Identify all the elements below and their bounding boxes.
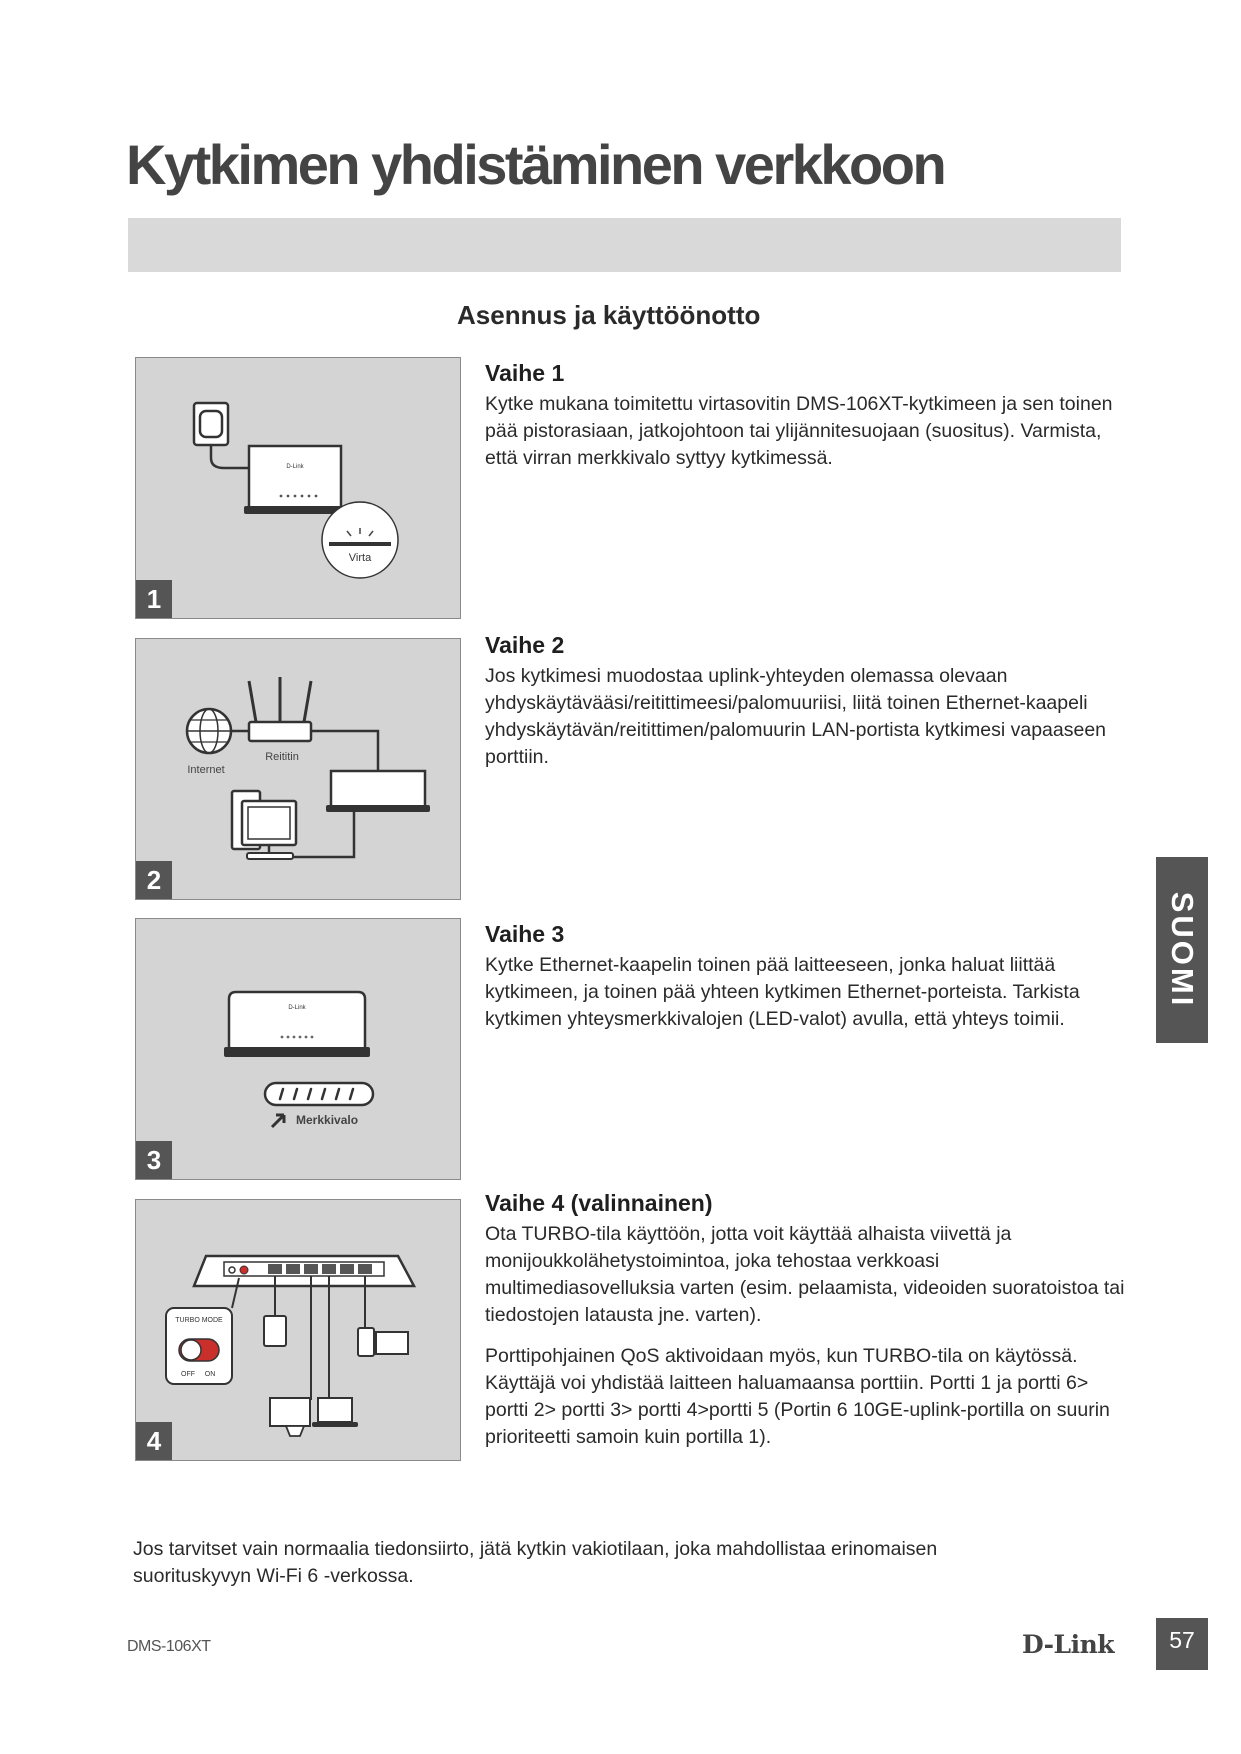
- toggle-on-label: ON: [204, 1371, 216, 1378]
- tv-icon: [376, 1332, 408, 1354]
- step-body: Jos kytkimesi muodostaa uplink-yhteyden olemassa olevaan yhdyskäytävääsi/reitittimeesi/palomuuriisi, liitä toinen Ethernet-kaapeli yhdyskäytävän/reitittimen/palomuurin LAN-portista kytkimesi vapaaseen porttiin.: [485, 665, 1107, 768]
- brand-logo: D-Link: [1022, 1630, 1115, 1659]
- step-number-badge: 1: [136, 580, 172, 618]
- switch-icon: [331, 771, 425, 807]
- title-divider-bar: [128, 218, 1121, 272]
- device-brand-label: D-Link: [288, 1005, 306, 1011]
- footer-note: Jos tarvitset vain normaalia tiedonsiirto, jätä kytkin vakiotilaan, joka mahdollistaa erinomaisen suorituskyvyn Wi-Fi 6 -verkossa.: [133, 1538, 938, 1587]
- language-tab: [1156, 857, 1208, 1043]
- step-body-secondary: Porttipohjainen QoS aktivoidaan myös, kun TURBO-tila on käytössä. Käyttäjä voi yhdistää laitteen haluamaansa porttiin. Portti 1 ja portti 6> portti 2> portti 3> portti 4>portti 5 (Portin 6 10GE-uplink-portilla on suurin prioriteetti samoin kuin portilla 1).: [485, 1345, 1110, 1448]
- step-body: Kytke Ethernet-kaapelin toinen pää laitteeseen, jonka haluat liittää kytkimeen, ja toinen pää yhteen kytkimen Ethernet-porteista. Tarkista kytkimen yhteysmerkkivalojen (LED-valot) avulla, että yhteys toimii.: [485, 954, 1080, 1030]
- internet-label: Internet: [187, 764, 225, 776]
- step-title: Vaihe 1: [485, 360, 565, 386]
- phone-icon: [358, 1328, 374, 1356]
- switch-icon: [249, 446, 341, 508]
- page-title: Kytkimen yhdistäminen verkkoon: [126, 133, 945, 196]
- laptop-icon: [318, 1398, 352, 1422]
- step-3-illustration: [135, 918, 461, 1180]
- step-number-badge: 3: [136, 1141, 172, 1179]
- step-4-illustration: [135, 1199, 461, 1461]
- step-2-illustration: [135, 638, 461, 900]
- led-label: Merkkivalo: [296, 1113, 359, 1127]
- step-title: Vaihe 4 (valinnainen): [485, 1190, 713, 1216]
- nas-icon: [264, 1316, 286, 1346]
- gamepad-icon: [286, 1426, 304, 1436]
- toggle-off-label: OFF: [181, 1371, 195, 1378]
- step-body: Kytke mukana toimitettu virtasovitin DMS-106XT-kytkimeen ja sen toinen pää pistorasiaan, jatkojohtoon tai ylijännitesuojaan (suositus). Varmista, että virran merkkivalo syttyy kytkimessä.: [485, 393, 1113, 469]
- router-icon: [249, 722, 311, 741]
- step-3: [485, 921, 1125, 1033]
- step-1: [485, 360, 1125, 472]
- model-name: DMS-106XT: [127, 1638, 211, 1655]
- device-brand-label: D-Link: [286, 464, 304, 470]
- arrow-icon: [272, 1115, 284, 1127]
- step-body: Ota TURBO-tila käyttöön, jotta voit käyttää alhaista viivettä ja monijoukkolähetystoimintoa, joka tehostaa verkkoasi multimediasovelluksia varten (esim. pelaamista, videoiden suoratoistoa tai tiedostojen latausta jne. varten).: [485, 1223, 1125, 1326]
- step-number-badge: 2: [136, 861, 172, 899]
- step-1-illustration: [135, 357, 461, 619]
- switch-icon: [229, 992, 365, 1049]
- step-title: Vaihe 3: [485, 921, 565, 947]
- power-led-zoom: [322, 502, 398, 578]
- turbo-mode-label: TURBO MODE: [175, 1317, 223, 1324]
- step-4: [485, 1190, 1125, 1451]
- step-2: [485, 632, 1125, 771]
- step-title: Vaihe 2: [485, 632, 565, 658]
- power-label: Virta: [348, 552, 372, 564]
- step-number-badge: 4: [136, 1422, 172, 1460]
- language-tab-label: SUOMI: [1165, 891, 1200, 1009]
- section-heading: Asennus ja käyttöönotto: [457, 300, 761, 330]
- router-label: Reititin: [265, 751, 299, 763]
- tv-icon: [270, 1398, 310, 1426]
- page-number: 57: [1156, 1618, 1208, 1670]
